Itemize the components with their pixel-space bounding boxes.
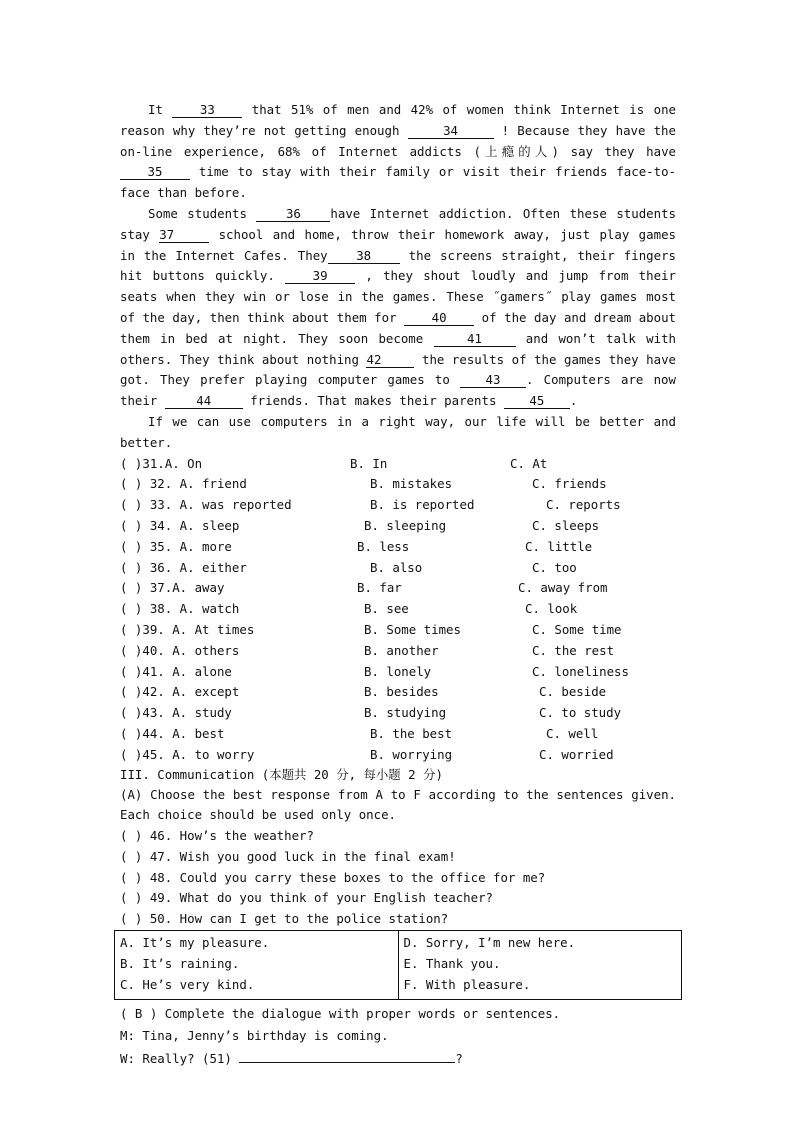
passage-paragraph-3: If we can use computers in a right way, our life will be better and better. — [120, 413, 676, 450]
item-50[interactable]: ( ) 50. How can I get to the police station? — [120, 911, 449, 927]
blank-45[interactable]: 45 — [504, 394, 570, 409]
question-45[interactable] — [120, 745, 676, 766]
option-a: ( ) 38. A. watch — [120, 601, 240, 617]
text: . — [569, 393, 578, 409]
dialogue-line-w — [120, 1048, 676, 1070]
option-c: C. the rest — [532, 642, 615, 658]
text: ? — [455, 1051, 463, 1067]
option-b: B. another — [364, 642, 439, 658]
option-a: ( )40. A. others — [120, 642, 240, 658]
question-34[interactable] — [120, 516, 676, 537]
option-f: F. With pleasure. — [403, 976, 531, 992]
question-32[interactable] — [120, 474, 676, 495]
option-c: C. worried — [539, 746, 614, 762]
blank-33[interactable]: 33 — [172, 103, 242, 118]
blank-40[interactable]: 40 — [404, 311, 474, 326]
blank-34[interactable]: 34 — [408, 124, 494, 139]
part-b-instruction: ( B ) Complete the dialogue with proper words or sentences. — [120, 1006, 561, 1022]
options-left-cell — [115, 931, 399, 1000]
option-c: C. too — [532, 559, 577, 575]
option-b: B. worrying — [370, 746, 453, 762]
blank-35[interactable]: 35 — [120, 165, 190, 180]
option-a: ( ) 36. A. either — [120, 559, 247, 575]
text: the screens straight, their fingers hit buttons quickly. — [120, 247, 676, 284]
section-title: III. Communication (本题共 20 分, 每小题 2 分) — [120, 766, 443, 782]
question-37[interactable] — [120, 578, 676, 599]
options-right-cell — [398, 931, 682, 1000]
question-31[interactable] — [120, 454, 676, 475]
option-c: C. away from — [518, 580, 608, 596]
blank-37[interactable]: 37 — [159, 228, 209, 243]
item-49[interactable]: ( ) 49. What do you think of your English teacher? — [120, 890, 493, 906]
text: It — [148, 102, 173, 117]
question-44[interactable] — [120, 724, 676, 745]
option-b: B. also — [370, 559, 423, 575]
blank-41[interactable]: 41 — [434, 332, 516, 347]
part-a-instruction: (A) Choose the best response from A to F according to the sentences given. Each choice should be used only once. — [120, 786, 676, 823]
answer-blank-51[interactable] — [239, 1048, 455, 1063]
option-e: E. Thank you. — [403, 955, 501, 971]
option-c: C. well — [546, 725, 599, 741]
option-c: C. sleeps — [532, 517, 600, 533]
option-a: ( ) 35. A. more — [120, 538, 232, 554]
text: . Computers are now their — [120, 372, 676, 409]
text: of the day and dream about them in bed at night. They soon become — [120, 309, 676, 346]
exam-page — [120, 100, 676, 1070]
option-d: D. Sorry, I’m new here. — [403, 935, 576, 951]
blank-39[interactable]: 39 — [285, 269, 355, 284]
blank-36[interactable]: 36 — [256, 207, 330, 222]
text: time to stay with their family or visit their friends face-to-face than before. — [120, 164, 676, 201]
question-33[interactable] — [120, 495, 676, 516]
option-a: A. It’s my pleasure. — [120, 935, 270, 951]
option-b: B. In — [350, 455, 388, 471]
item-46[interactable]: ( ) 46. How’s the weather? — [120, 828, 314, 844]
option-b: B. besides — [364, 684, 439, 700]
option-c: C. loneliness — [532, 663, 629, 679]
text: Some students — [148, 205, 257, 221]
question-list — [120, 454, 676, 766]
option-b: B. less — [357, 538, 410, 554]
passage-paragraph-2 — [120, 204, 676, 412]
text: , they shout loudly and jump from their seats when they win or lose in the games. These ˝gamers˝ play games most of the day, then think about them for — [120, 268, 676, 325]
option-b: B. see — [364, 601, 409, 617]
text: school and home, throw their homework away, just play games in the Internet Cafes. They — [120, 226, 676, 263]
question-42[interactable] — [120, 682, 676, 703]
option-a: ( )45. A. to worry — [120, 746, 255, 762]
option-b: B. far — [357, 580, 402, 596]
text: friends. That makes their parents — [242, 393, 504, 409]
blank-42[interactable]: 42 — [366, 353, 414, 368]
option-a: ( )39. A. At times — [120, 621, 255, 637]
option-c: C. to study — [539, 705, 622, 721]
text: have Internet addiction. Often these students stay — [120, 205, 676, 242]
option-a: ( ) 33. A. was reported — [120, 497, 292, 513]
options-table — [114, 930, 682, 1000]
blank-44[interactable]: 44 — [165, 394, 243, 409]
item-47[interactable]: ( ) 47. Wish you good luck in the final exam! — [120, 848, 456, 864]
option-c: C. friends — [532, 476, 607, 492]
question-41[interactable] — [120, 662, 676, 683]
option-c: C. He’s very kind. — [120, 976, 255, 992]
option-b: B. studying — [364, 705, 447, 721]
text: and won’t talk with others. They think about nothing — [120, 330, 676, 367]
option-a: ( )43. A. study — [120, 705, 232, 721]
text: ! Because they have the on-line experience, 68% of Internet addicts (上瘾的人) say they have — [120, 122, 676, 159]
dialogue-line-m: M: Tina, Jenny’s birthday is coming. — [120, 1028, 389, 1044]
passage-paragraph-1 — [120, 100, 676, 204]
question-35[interactable] — [120, 537, 676, 558]
option-a: ( ) 37.A. away — [120, 580, 225, 596]
question-38[interactable] — [120, 599, 676, 620]
option-c: C. beside — [539, 684, 607, 700]
option-a: ( )42. A. except — [120, 684, 240, 700]
dialogue-items — [120, 826, 676, 930]
option-b: B. It’s raining. — [120, 955, 240, 971]
item-48[interactable]: ( ) 48. Could you carry these boxes to the office for me? — [120, 869, 546, 885]
option-b: B. mistakes — [370, 476, 453, 492]
option-b: B. Some times — [364, 621, 461, 637]
question-43[interactable] — [120, 703, 676, 724]
option-a: ( )44. A. best — [120, 725, 225, 741]
option-c: C. Some time — [532, 621, 622, 637]
option-b: B. lonely — [364, 663, 432, 679]
option-b: B. is reported — [370, 497, 475, 513]
option-a: ( ) 34. A. sleep — [120, 517, 240, 533]
blank-38[interactable]: 38 — [328, 249, 400, 264]
question-36[interactable] — [120, 558, 676, 579]
question-40[interactable] — [120, 641, 676, 662]
option-b: B. the best — [370, 725, 453, 741]
option-c: C. reports — [546, 497, 621, 513]
option-a: ( )41. A. alone — [120, 663, 232, 679]
question-39[interactable] — [120, 620, 676, 641]
option-c: C. little — [525, 538, 593, 554]
option-b: B. sleeping — [364, 517, 447, 533]
option-a: ( ) 32. A. friend — [120, 476, 247, 492]
option-a: ( )31.A. On — [120, 455, 203, 471]
option-c: C. look — [525, 601, 578, 617]
text: the results of the games they have got. They prefer playing computer games to — [120, 351, 676, 388]
text: W: Really? (51) — [120, 1051, 240, 1067]
option-c: C. At — [510, 455, 548, 471]
blank-43[interactable]: 43 — [460, 373, 526, 388]
text: that 51% of men and 42% of women think Internet is one reason why they’re not getting enough — [120, 102, 676, 138]
